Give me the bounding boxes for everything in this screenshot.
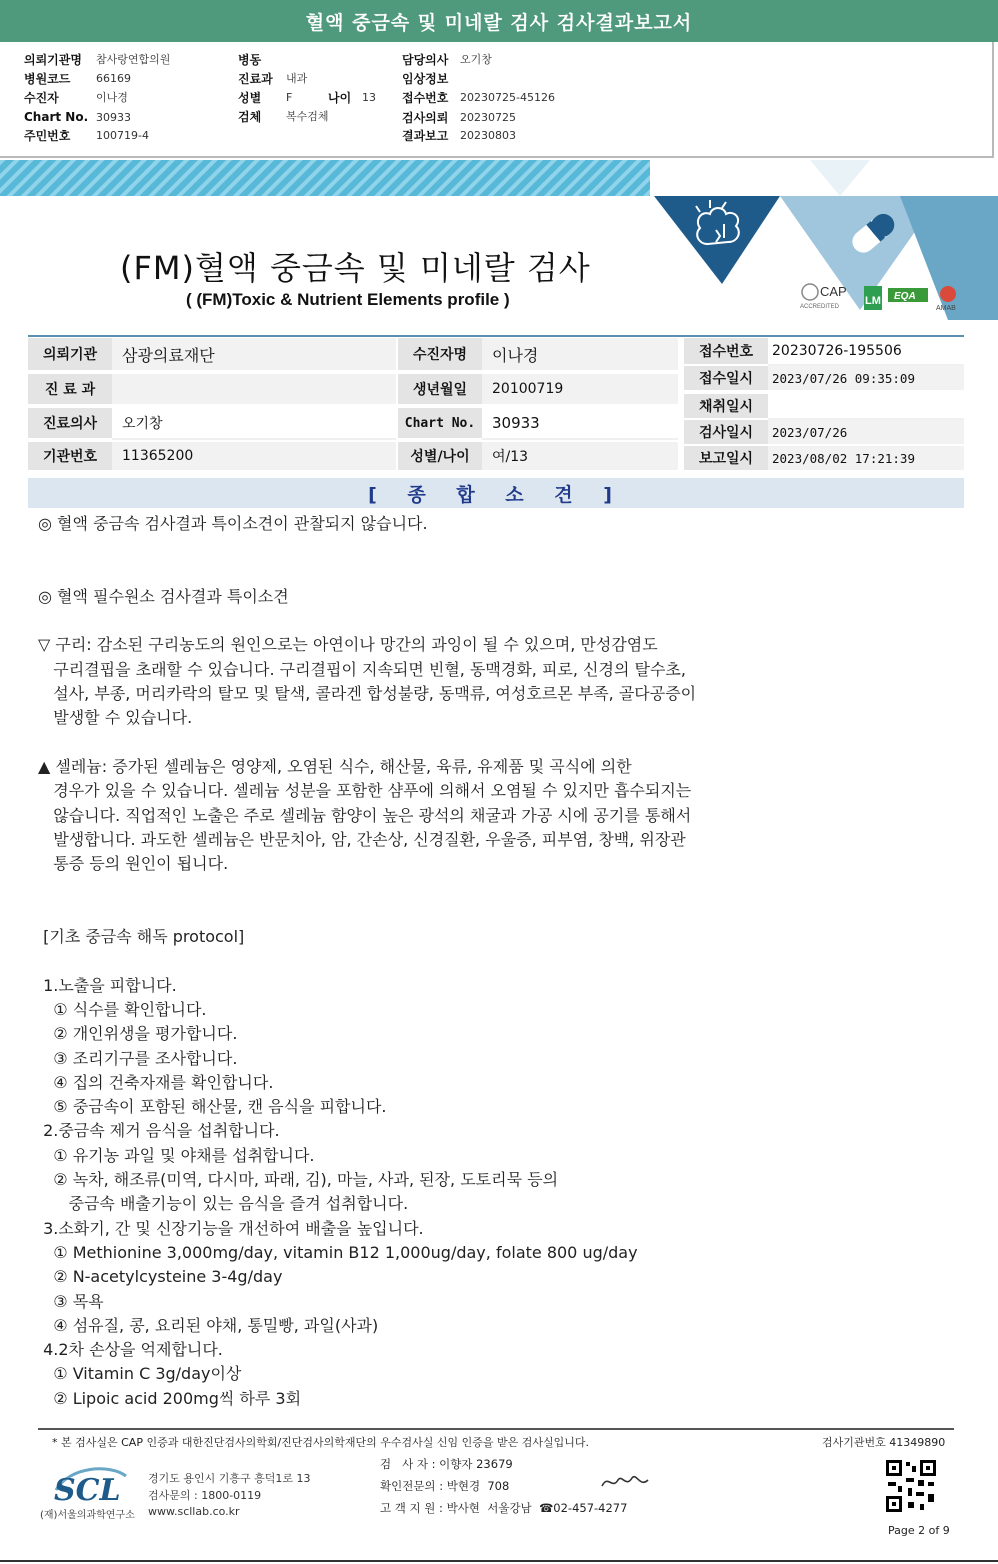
label-collection-datetime: 채취일시 — [684, 394, 768, 420]
summary-line: ② 개인위생을 평가합니다. — [38, 1024, 238, 1044]
value-patient-name: 이나경 — [482, 338, 678, 372]
mini-value: 30933 — [96, 110, 131, 124]
mini-label: 성별 — [238, 90, 262, 105]
value-collection-datetime — [768, 394, 964, 420]
mini-label: 진료과 — [238, 71, 273, 86]
mini-label: 결과보고 — [402, 128, 449, 143]
label-department: 진 료 과 — [28, 374, 112, 406]
mini-row — [238, 107, 329, 125]
label-birthdate: 생년월일 — [398, 374, 482, 406]
summary-line — [38, 949, 938, 973]
summary-info-block — [0, 42, 994, 158]
mini-row — [24, 88, 128, 106]
cap-logo-text: CAP — [820, 284, 847, 299]
mini-value: 66169 — [96, 71, 131, 85]
scl-logo-text: SCL — [54, 1473, 121, 1506]
summary-line: 통증 등의 원인이 됩니다. — [38, 854, 229, 874]
lab-organization-name: (재)서울의과학연구소 — [40, 1510, 135, 1521]
summary-line: 않습니다. 직업적인 노출은 주로 셀레늄 함양이 높은 광석의 채굴과 가공 시에 공기를 통해서 — [38, 805, 692, 825]
scl-logo — [50, 1462, 130, 1506]
mini-value: 100719-4 — [96, 128, 149, 142]
summary-line: ① Vitamin C 3g/day이상 — [38, 1364, 242, 1384]
summary-line: ② 녹차, 해조류(미역, 다시마, 파래, 김), 마늘, 사과, 된장, 도토리묵 등의 — [38, 1170, 559, 1190]
summary-line — [38, 536, 938, 560]
summary-heading-bar — [28, 478, 964, 508]
summary-line: ① 식수를 확인합니다. — [38, 999, 207, 1019]
summary-line — [38, 561, 938, 585]
signature-mark — [598, 1470, 654, 1494]
label-sex-age: 성별/나이 — [398, 442, 482, 472]
report-title: 혈액 중금속 및 미네랄 검사 검사결과보고서 — [305, 11, 693, 34]
page-number: Page 2 of 9 — [888, 1524, 950, 1537]
summary-line: 2.중금속 제거 음식을 섭취합니다. — [38, 1121, 280, 1141]
tester-info: 검 사 자 : 이향자 23679 — [380, 1457, 513, 1471]
label-report-datetime: 보고일시 — [684, 446, 768, 472]
mini-row — [402, 108, 516, 126]
summary-line: ▽ 구리: 감소된 구리농도의 원인으로는 아연이나 망간의 과잉이 될 수 있으며, 만성감염도 — [38, 635, 658, 655]
summary-line: 발생합니다. 과도한 셀레늄은 반문치아, 암, 간손상, 신경질환, 우울증, 피부염, 창백, 위장관 — [38, 829, 686, 849]
summary-line: ④ 집의 건축자재를 확인합니다. — [38, 1072, 274, 1092]
mini-row — [238, 88, 376, 106]
amab-logo — [940, 286, 956, 302]
mini-label: 검체 — [238, 109, 262, 124]
label-receipt-number: 접수번호 — [684, 338, 768, 366]
summary-line: ③ 목욕 — [38, 1291, 104, 1311]
accredited-logo-text: ACCREDITED — [800, 304, 840, 310]
value-department — [112, 374, 396, 406]
summary-line: ③ 조리기구를 조사합니다. — [38, 1048, 238, 1068]
footer-divider — [38, 1428, 954, 1430]
value-chart-no: 30933 — [482, 408, 678, 440]
table-top-border — [28, 335, 964, 337]
summary-line: ◎ 혈액 필수원소 검사결과 특이소견 — [38, 586, 289, 606]
value-receipt-number: 20230726-195506 — [768, 338, 964, 366]
mini-value: 복수검체 — [286, 110, 329, 123]
mini-row — [238, 69, 307, 87]
value-report-datetime: 2023/08/02 17:21:39 — [768, 446, 964, 472]
summary-line: 구리결핍을 초래할 수 있습니다. 구리결핍이 지속되면 빈혈, 동맥경화, 피로, 신경의 탈수초, — [38, 659, 686, 679]
lab-address: 경기도 용인시 기흥구 흥덕1로 13 — [148, 1472, 311, 1485]
summary-body — [38, 512, 938, 1411]
summary-line: ④ 섬유질, 콩, 요리된 야채, 통밀빵, 과일(사과) — [38, 1315, 379, 1335]
qr-code — [884, 1458, 938, 1514]
mini-row — [238, 50, 286, 68]
value-test-datetime: 2023/07/26 — [768, 420, 964, 446]
mini-value: 20230803 — [460, 128, 516, 142]
label-patient-name: 수진자명 — [398, 338, 482, 372]
svg-text:LM: LM — [865, 295, 881, 307]
mini-value: 20230725 — [460, 110, 516, 124]
mini-value: 오기창 — [460, 53, 492, 66]
mini-label: 나이 — [328, 90, 352, 105]
value-doctor: 오기창 — [112, 408, 396, 440]
summary-line: [기초 중금속 해독 protocol] — [38, 927, 245, 947]
mini-row — [402, 126, 516, 144]
svg-text:AMAB: AMAB — [936, 305, 956, 312]
mini-value: 13 — [362, 90, 376, 104]
summary-line — [38, 731, 938, 755]
mini-row — [402, 50, 492, 68]
summary-line: ① 유기농 과일 및 야채를 섭취합니다. — [38, 1145, 315, 1165]
label-doctor: 진료의사 — [28, 408, 112, 440]
mini-row — [402, 69, 460, 87]
summary-line: ▲ 셀레늄: 증가된 셀레늄은 영양제, 오염된 식수, 해산물, 육류, 유제품 및 곡식에 의한 — [38, 756, 632, 776]
mini-label: 검사의뢰 — [402, 110, 449, 125]
summary-line: ② Lipoic acid 200mg씩 하루 3회 — [38, 1388, 302, 1408]
mini-label: Chart No. — [24, 110, 89, 124]
mini-value: 참사랑연합의원 — [96, 53, 171, 66]
specialist-info: 확인전문의 : 박현경 708 — [380, 1479, 510, 1493]
mini-value: 20230725-45126 — [460, 90, 555, 104]
label-requesting-institution: 의뢰기관 — [28, 338, 112, 372]
mini-label: 주민번호 — [24, 128, 71, 143]
value-institution-number: 11365200 — [112, 442, 396, 472]
mini-row — [24, 108, 131, 126]
summary-line: ② N-acetylcysteine 3-4g/day — [38, 1267, 283, 1287]
summary-line: 4.2차 손상을 억제합니다. — [38, 1340, 223, 1360]
lab-phone: 검사문의 : 1800-0119 — [148, 1489, 262, 1502]
mini-row — [24, 69, 131, 87]
svg-text:EQA: EQA — [894, 291, 916, 302]
mini-label: 병동 — [238, 52, 262, 67]
mini-label: 접수번호 — [402, 90, 449, 105]
summary-line: ① Methionine 3,000mg/day, vitamin B12 1,000ug/day, folate 800 ug/day — [38, 1242, 638, 1262]
report-title-band — [0, 0, 998, 42]
page-bottom-border — [0, 1560, 998, 1562]
mini-value: F — [286, 90, 293, 104]
value-birthdate: 20100719 — [482, 374, 678, 406]
summary-line: 3.소화기, 간 및 신장기능을 개선하여 배출을 높입니다. — [38, 1218, 424, 1238]
summary-heading: [ 종 합 소 견 ] — [368, 483, 624, 506]
test-subtitle: ( (FM)Toxic & Nutrient Elements profile ) — [186, 290, 510, 309]
value-sex-age: 여/13 — [482, 442, 678, 472]
customer-support-info: 고 객 지 원 : 박사현 서울강남 ☎02-457-4277 — [380, 1501, 628, 1515]
summary-line: 1.노출을 피합니다. — [38, 975, 177, 995]
lab-registration-number: 검사기관번호 41349890 — [822, 1436, 946, 1449]
label-receipt-datetime: 접수일시 — [684, 366, 768, 392]
mini-row — [402, 88, 555, 106]
summary-line: 중금속 배출기능이 있는 음식을 즐겨 섭취합니다. — [38, 1194, 409, 1214]
summary-line — [38, 609, 938, 633]
label-test-datetime: 검사일시 — [684, 420, 768, 446]
mini-label: 임상정보 — [402, 71, 449, 86]
summary-line — [38, 901, 938, 925]
value-requesting-institution: 삼광의료재단 — [112, 338, 396, 372]
label-institution-number: 기관번호 — [28, 442, 112, 472]
summary-line: 설사, 부종, 머리카락의 탈모 및 탈색, 콜라겐 합성불량, 동맥류, 여성호르몬 부족, 골다공증이 — [38, 684, 697, 704]
summary-line: ⑤ 중금속이 포함된 해산물, 캔 음식을 피합니다. — [38, 1097, 387, 1117]
mini-label: 담당의사 — [402, 52, 449, 67]
summary-line: 발생할 수 있습니다. — [38, 708, 193, 728]
mini-row — [24, 50, 170, 68]
summary-line: 경우가 있을 수 있습니다. 셀레늄 성분을 포함한 샴푸에 의해서 오염될 수 있지만 흡수되지는 — [38, 781, 692, 801]
mini-value: 내과 — [286, 72, 308, 85]
mini-label: 병원코드 — [24, 71, 71, 86]
summary-line — [38, 876, 938, 900]
mini-label: 의뢰기관명 — [24, 52, 82, 67]
summary-line: ◎ 혈액 중금속 검사결과 특이소견이 관찰되지 않습니다. — [38, 514, 428, 533]
banner-artwork — [650, 160, 998, 320]
mini-value: 이나경 — [96, 91, 128, 104]
label-chart-no: Chart No. — [398, 408, 482, 440]
mini-row — [24, 126, 149, 144]
accreditation-note: * 본 검사실은 CAP 인증과 대한진단검사의학회/진단검사의학재단의 우수검사실 신임 인증을 받은 검사실입니다. — [52, 1436, 590, 1449]
value-receipt-datetime: 2023/07/26 09:35:09 — [768, 366, 964, 392]
lab-website: www.scllab.co.kr — [148, 1505, 240, 1518]
mini-label: 수진자 — [24, 90, 59, 105]
test-title: (FM)혈액 중금속 및 미네랄 검사 — [120, 249, 591, 287]
